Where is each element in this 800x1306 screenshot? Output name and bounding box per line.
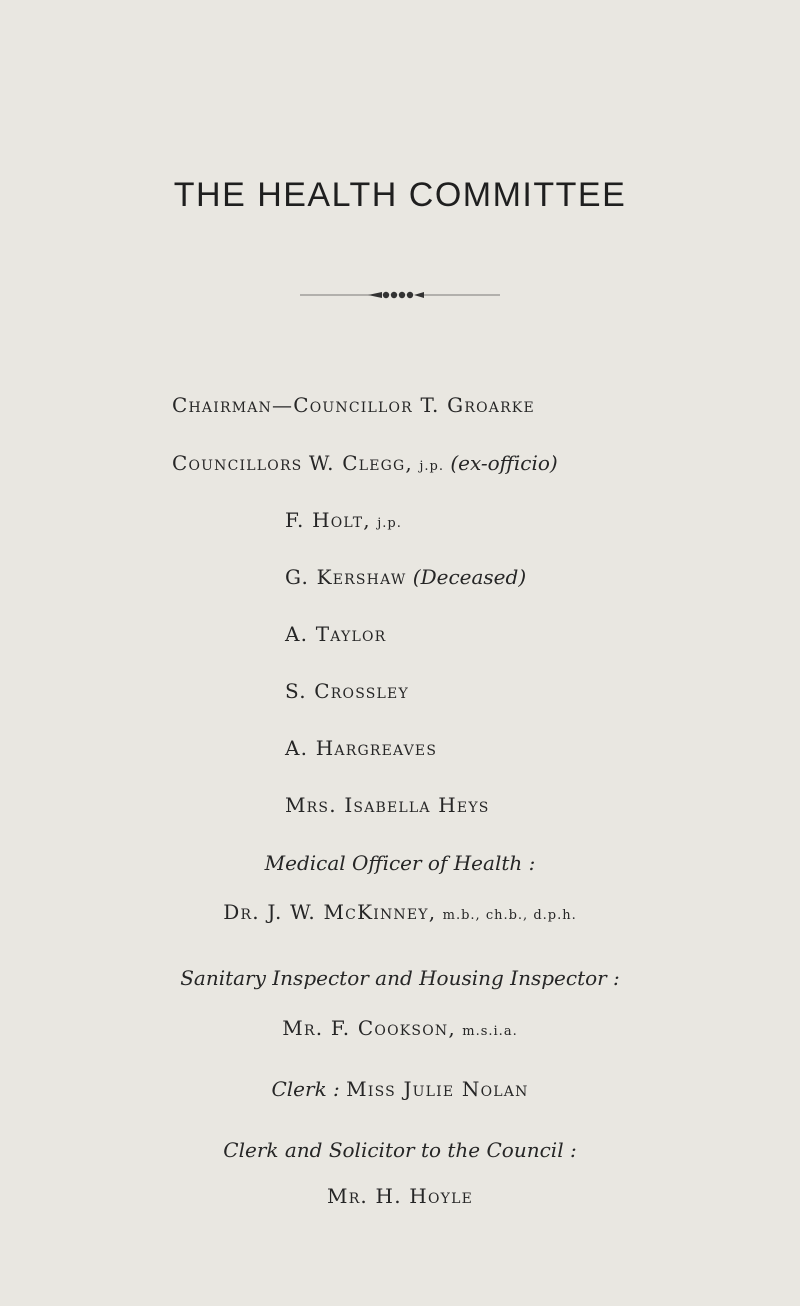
clerk-line (0, 1077, 800, 1101)
councillor-note: (ex-officio) (450, 451, 558, 475)
sanitary-inspector-line (0, 1016, 800, 1040)
councillor-suffix: j.p. (377, 516, 402, 531)
sanitary-inspector-quals: m.s.i.a. (462, 1024, 518, 1039)
medical-officer-line (0, 900, 800, 924)
medical-officer-quals: m.b., ch.b., d.p.h. (442, 908, 577, 923)
councillor-suffix: j.p. (419, 459, 444, 474)
page-title: THE HEALTH COMMITTEE (173, 176, 627, 214)
councillor-name: A. Taylor (285, 622, 387, 646)
chairman-name: Councillor T. Groarke (293, 393, 535, 417)
chairman-line (172, 393, 535, 417)
councillors-label: Councillors (172, 451, 303, 475)
councillor-entry (285, 508, 402, 532)
clerk-name: Miss Julie Nolan (346, 1077, 529, 1101)
sanitary-inspector-heading: Sanitary Inspector and Housing Inspector : (180, 966, 620, 990)
councillor-name: W. Clegg, (308, 451, 413, 475)
clerk-heading: Clerk : (271, 1077, 340, 1101)
medical-officer-name: Dr. J. W. McKinney, (223, 900, 437, 924)
chairman-role: Chairman (172, 393, 272, 417)
chairman-dash: — (272, 393, 294, 417)
councillor-name: F. Holt, (285, 508, 371, 532)
decorative-rule-icon (300, 289, 500, 301)
councillors-line (172, 451, 558, 475)
councillor-entry (285, 622, 386, 646)
sanitary-inspector-name: Mr. F. Cookson, (282, 1016, 456, 1040)
clerk-solicitor-heading: Clerk and Solicitor to the Council : (223, 1138, 577, 1162)
councillor-entry (285, 793, 490, 817)
councillor-entry (285, 565, 526, 589)
councillor-entry (285, 679, 409, 703)
councillor-name: Mrs. Isabella Heys (285, 793, 490, 817)
councillor-entry (285, 736, 437, 760)
councillor-note: (Deceased) (412, 565, 527, 589)
councillor-name: G. Kershaw (285, 565, 407, 589)
councillor-name: S. Crossley (285, 679, 409, 703)
clerk-solicitor-name: Mr. H. Hoyle (327, 1184, 473, 1208)
councillor-name: A. Hargreaves (285, 736, 438, 760)
medical-officer-heading: Medical Officer of Health : (264, 851, 536, 875)
